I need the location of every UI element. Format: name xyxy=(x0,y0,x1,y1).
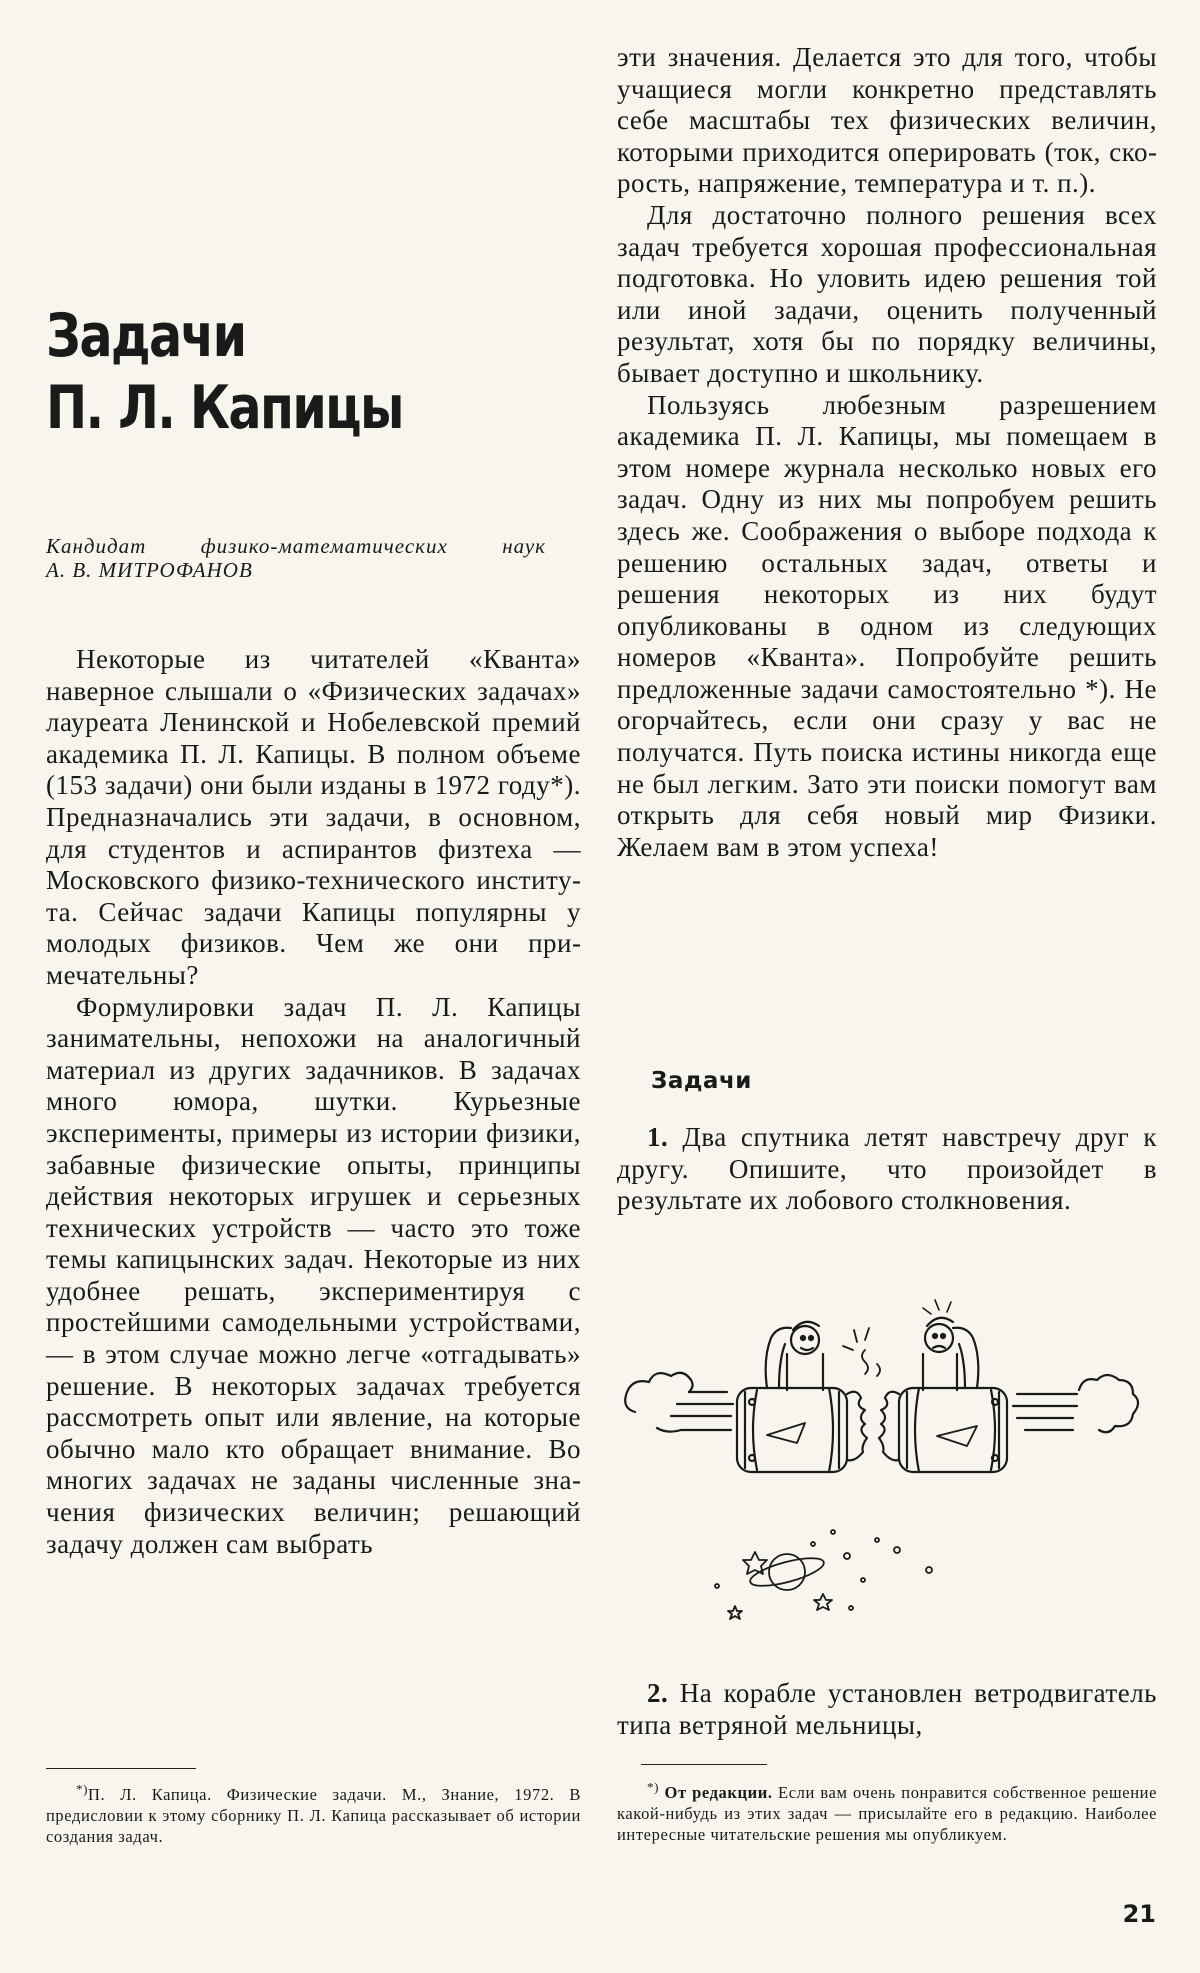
right-satellite-icon xyxy=(879,1300,1007,1472)
paragraph: Некоторые из читателей «Кванта» наверное слышали о «Физических задачах» лауреата Ленинской и Нобелевской премий академика П. Л. Капицы. В полном объеме (153 задачи) они были изданы в 1972 году*). Предназначались эти задачи, в основном, для студентов и аспирантов физтеха — Московского физико-технического института. Сейчас задачи Капицы популярны у молодых физиков. Чем же они примечательны? xyxy=(46,644,581,990)
problem-number: 2. xyxy=(647,1678,669,1708)
problem-number: 1. xyxy=(647,1122,669,1152)
satellites-collision-illustration xyxy=(617,1290,1157,1670)
left-body-text xyxy=(46,644,581,1560)
problem-2 xyxy=(617,1678,1157,1741)
right-column xyxy=(617,0,1157,1973)
impact-marks-icon xyxy=(843,1328,880,1376)
left-satellite-icon xyxy=(737,1322,867,1472)
paragraph: Пользуясь любезным разрешением академика П. Л. Капицы, мы помещаем в этом номере журнала несколько новых его задач. Одну из них мы попробуем решить здесь же. Соображения о выборе подхода к решению остальных задач, ответы и решения некоторых из них будут опубликованы в одном из следующих номеров «Кванта». Попробуйте решить предложенные задачи самостоятельно *). Не огорчайтесь, если они сразу у вас не получатся. Путь поиска истины никогда еще не был легким. Зато эти поиски помогут вам открыть для себя новый мир Физики. Желаем вам в этом успеха! xyxy=(617,389,1157,862)
planet-stars-icon xyxy=(715,1530,932,1619)
paragraph: эти значения. Делается это для того, чтобы учащиеся могли конкретно представлять себе масштабы тех физических величин, которыми приходится оперировать (ток, скорость, напряжение, температура и т. п.). xyxy=(617,42,1157,199)
paragraph: Для достаточно полного решения всех задач требуется хорошая профессиональная подготовка. Но уловить идею решения той или иной задачи, оценить полученный результат, хотя бы по порядку величины, бывает доступно и школьнику. xyxy=(617,199,1157,388)
title-line-2: П. Л. Капицы xyxy=(46,373,403,443)
left-footnote xyxy=(46,1781,581,1847)
footnote-label: От редакции. xyxy=(664,1783,773,1802)
author-name: А. В. МИТРОФАНОВ xyxy=(46,558,253,582)
footnote-divider xyxy=(46,1768,196,1769)
paragraph: Формулировки задач П. Л. Капицы занимательны, непохожи на аналогичный материал из других задачников. В задачах много юмора, шутки. Курьезные эксперименты, примеры из истории физики, забавные физические опыты, принципы действия некоторых игрушек и серьезных технических устройств — часто это тоже темы капицынских задач. Некоторые из них удобнее решать, экспериментируя с простейшими самодельными устройствами,— в этом случае можно легче «отгадывать» решение. В некоторых задачах требуется рассмотреть опыт или явление, на которые обычно мало кто обращает внимание. Во многих задачах не заданы численные значения физических величин; решающий задачу должен сам выбрать xyxy=(46,991,581,1559)
footnote-text: Если вам очень понравится собственное решение какой-нибудь из этих задач — присылайте его в редакцию. Наиболее интересные читательские решения мы опубликуем. xyxy=(617,1783,1157,1844)
wind-cloud-left-icon xyxy=(625,1373,733,1432)
footnote-mark: *) xyxy=(76,1781,89,1797)
article-title xyxy=(46,300,403,444)
right-footnote xyxy=(617,1779,1157,1845)
problem-1 xyxy=(617,1122,1157,1217)
right-body-text xyxy=(617,42,1157,863)
footnote-divider xyxy=(641,1764,767,1765)
left-column xyxy=(46,0,581,1973)
page-number: 21 xyxy=(1122,1900,1156,1928)
author-byline xyxy=(46,534,546,582)
section-heading: Задачи xyxy=(651,1068,752,1094)
problem-text: Два спутника летят навстречу друг к другу. Опишите, что произойдет в результате их лобового столкновения. xyxy=(617,1122,1157,1216)
footnote-mark: *) xyxy=(647,1779,660,1795)
title-line-1: Задачи xyxy=(46,301,246,371)
wind-cloud-right-icon xyxy=(1013,1375,1138,1432)
problem-text: На корабле установлен ветродвигатель типа ветряной мельницы, xyxy=(617,1678,1157,1740)
footnote-text: П. Л. Капица. Физические задачи. М., Знание, 1972. В предисловии к этому сборнику П. Л. Капица рассказывает об истории создания задач. xyxy=(46,1785,581,1846)
author-role: Кандидат физико-математических наук xyxy=(46,534,546,558)
